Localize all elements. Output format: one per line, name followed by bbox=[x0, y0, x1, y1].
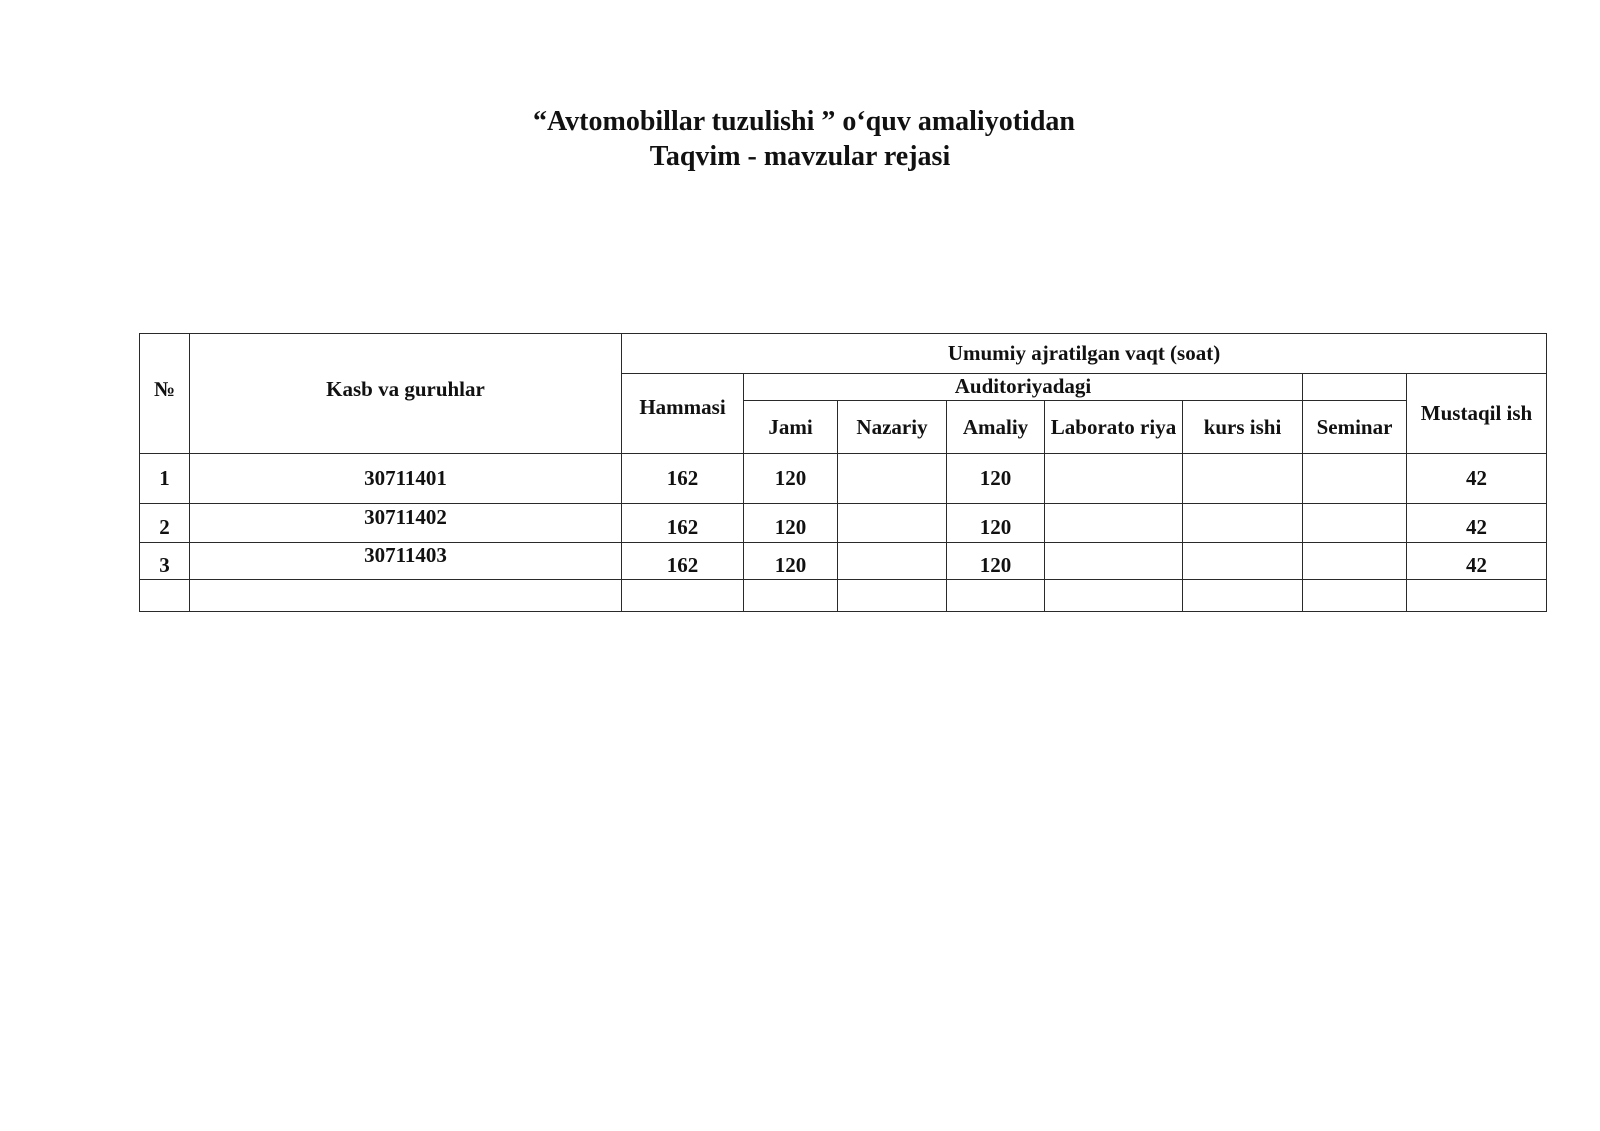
header-nr-label: № bbox=[153, 377, 176, 401]
header-cell-amaliy bbox=[947, 401, 1045, 454]
cell-hammasi-value: 162 bbox=[666, 552, 699, 577]
cell-seminar bbox=[1303, 454, 1407, 504]
header-cell-kasb bbox=[190, 334, 622, 454]
cell-kurs-ishi bbox=[1183, 454, 1303, 504]
cell-jami: 120 bbox=[744, 454, 838, 504]
cell-nazariy bbox=[838, 543, 947, 580]
cell-hammasi: 162 bbox=[622, 454, 744, 504]
header-cell-kurs-ishi bbox=[1183, 401, 1303, 454]
cell-nazariy bbox=[838, 454, 947, 504]
cell-amaliy bbox=[947, 543, 1045, 580]
cell-nr: 1 bbox=[140, 454, 190, 504]
cell-seminar bbox=[1303, 504, 1407, 543]
cell-jami-value: 120 bbox=[774, 514, 807, 539]
cell-jami bbox=[744, 504, 838, 543]
table-row bbox=[140, 543, 1547, 580]
cell-amaliy bbox=[947, 504, 1045, 543]
table-row bbox=[140, 454, 1547, 504]
header-laboratoriya-label: Laborato riya bbox=[1050, 414, 1177, 439]
cell-kasb: 30711401 bbox=[190, 454, 622, 504]
cell-amaliy-value: 120 bbox=[979, 514, 1012, 539]
cell-kasb bbox=[190, 580, 622, 612]
cell-mustaqil: 42 bbox=[1407, 454, 1547, 504]
header-cell-jami bbox=[744, 401, 838, 454]
cell-mustaqil-value: 42 bbox=[1466, 552, 1488, 577]
cell-kurs-ishi bbox=[1183, 504, 1303, 543]
cell-amaliy bbox=[947, 580, 1045, 612]
cell-nazariy bbox=[838, 504, 947, 543]
cell-mustaqil bbox=[1407, 504, 1547, 543]
cell-hammasi bbox=[622, 543, 744, 580]
title-line-2: Taqvim - mavzular rejasi bbox=[649, 141, 951, 172]
cell-mustaqil bbox=[1407, 543, 1547, 580]
document-title bbox=[0, 104, 1600, 174]
cell-amaliy: 120 bbox=[947, 454, 1045, 504]
cell-kasb-value: 30711402 bbox=[364, 504, 447, 529]
header-cell-laboratoriya bbox=[1045, 401, 1183, 454]
header-amaliy-label: Amaliy bbox=[962, 414, 1029, 439]
cell-jami bbox=[744, 543, 838, 580]
header-cell-mustaqil bbox=[1407, 374, 1547, 454]
cell-kasb bbox=[190, 504, 622, 543]
cell-hammasi-value: 162 bbox=[666, 514, 699, 539]
header-cell-blank bbox=[1303, 374, 1407, 401]
header-row-1 bbox=[140, 334, 1547, 374]
cell-laboratoriya bbox=[1045, 454, 1183, 504]
header-cell-nazariy bbox=[838, 401, 947, 454]
cell-jami-value: 120 bbox=[774, 552, 807, 577]
header-cell-auditoriyadagi bbox=[744, 374, 1303, 401]
cell-amaliy-value: 120 bbox=[979, 552, 1012, 577]
header-kasb-label: Kasb va guruhlar bbox=[326, 377, 485, 401]
table-row bbox=[140, 504, 1547, 543]
cell-kurs-ishi bbox=[1183, 580, 1303, 612]
cell-hammasi bbox=[622, 580, 744, 612]
header-nazariy-label: Nazariy bbox=[856, 414, 928, 439]
cell-jami bbox=[744, 580, 838, 612]
schedule-table bbox=[139, 333, 1547, 612]
cell-seminar bbox=[1303, 543, 1407, 580]
cell-nazariy bbox=[838, 580, 947, 612]
cell-kurs-ishi bbox=[1183, 543, 1303, 580]
header-kurs-ishi-label: kurs ishi bbox=[1203, 414, 1282, 439]
cell-nr-value: 3 bbox=[159, 552, 170, 577]
header-mustaqil-label: Mustaqil ish bbox=[1420, 401, 1533, 425]
cell-nr bbox=[140, 504, 190, 543]
cell-kasb-value: 30711403 bbox=[364, 542, 447, 567]
title-line-1: “Avtomobillar tuzulishi ” o‘quv amaliyotidan bbox=[533, 106, 1075, 137]
header-cell-seminar bbox=[1303, 401, 1407, 454]
header-jami-label: Jami bbox=[768, 414, 813, 439]
cell-hammasi bbox=[622, 504, 744, 543]
cell-laboratoriya bbox=[1045, 543, 1183, 580]
header-cell-hammasi bbox=[622, 374, 744, 454]
cell-nr-value: 2 bbox=[159, 514, 170, 539]
cell-laboratoriya bbox=[1045, 580, 1183, 612]
cell-mustaqil bbox=[1407, 580, 1547, 612]
cell-seminar bbox=[1303, 580, 1407, 612]
cell-nr bbox=[140, 580, 190, 612]
header-hammasi-label: Hammasi bbox=[639, 395, 726, 419]
cell-nr bbox=[140, 543, 190, 580]
table-row bbox=[140, 580, 1547, 612]
header-cell-nr bbox=[140, 334, 190, 454]
header-cell-umumiy bbox=[622, 334, 1547, 374]
cell-kasb bbox=[190, 543, 622, 580]
cell-laboratoriya bbox=[1045, 504, 1183, 543]
header-umumiy-label: Umumiy ajratilgan vaqt (soat) bbox=[947, 341, 1221, 365]
header-seminar-label: Seminar bbox=[1316, 414, 1393, 439]
cell-mustaqil-value: 42 bbox=[1466, 514, 1488, 539]
header-auditoriyadagi-label: Auditoriyadagi bbox=[954, 373, 1092, 398]
